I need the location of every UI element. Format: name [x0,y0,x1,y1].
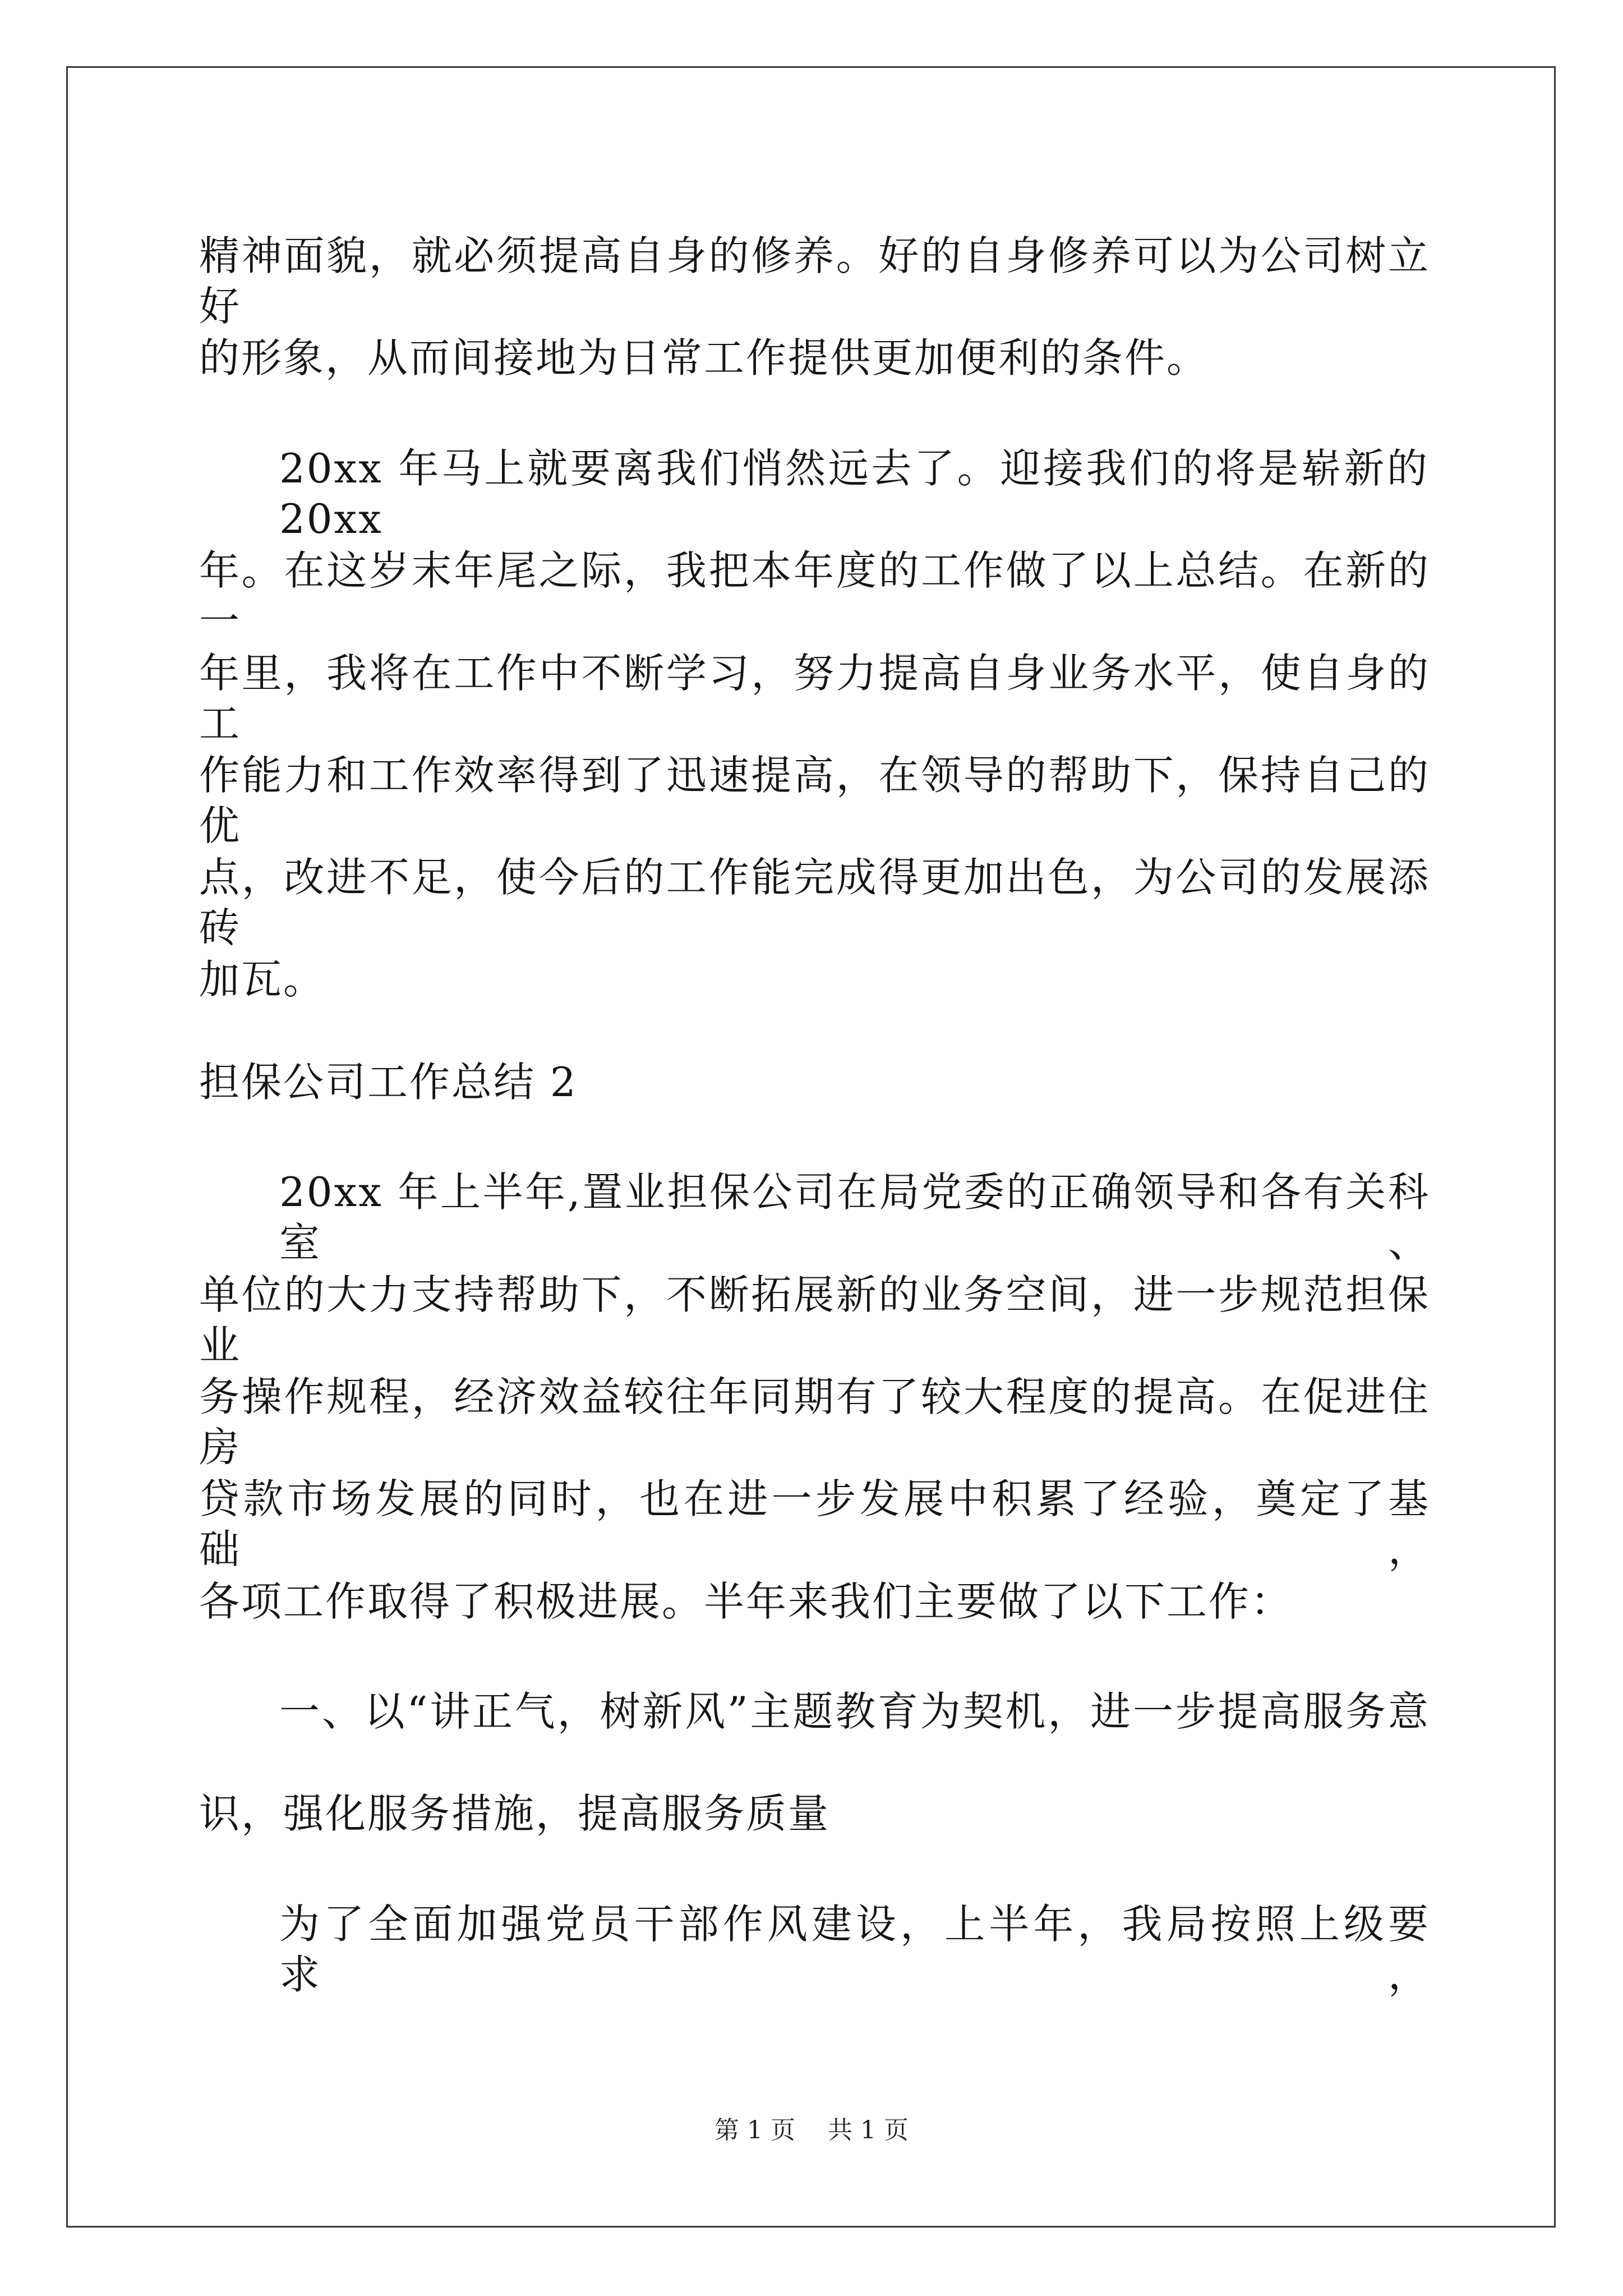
body-text-line: 贷款市场发展的同时，也在进一步发展中积累了经验，奠定了基础， [199,1475,1430,1573]
body-text-line: 年里，我将在工作中不断学习，努力提高自身业务水平，使自身的工 [199,650,1430,747]
page-number-footer: 第 1 页 共 1 页 [714,2116,909,2145]
body-text-line: 年。在这岁末年尾之际，我把本年度的工作做了以上总结。在新的一 [199,547,1430,645]
section-heading: 担保公司工作总结 2 [199,1059,578,1106]
body-text-line: 识，强化服务措施，提高服务质量 [199,1790,831,1837]
body-text-line: 20xx 年上半年,置业担保公司在局党委的正确领导和各有关科室、 [279,1168,1430,1266]
body-text-line: 各项工作取得了积极进展。半年来我们主要做了以下工作： [199,1578,1293,1625]
body-text-line: 为了全面加强党员干部作风建设，上半年，我局按照上级要求， [279,1901,1430,1998]
body-text-line: 一、以“讲正气，树新风”主题教育为契机，进一步提高服务意 [279,1688,1430,1735]
body-text-line: 作能力和工作效率得到了迅速提高，在领导的帮助下，保持自己的优 [199,752,1430,849]
body-text-line: 务操作规程，经济效益较往年同期有了较大程度的提高。在促进住房 [199,1373,1430,1471]
body-text-line: 加瓦。 [199,956,326,1003]
body-text-line: 的形象，从而间接地为日常工作提供更加便利的条件。 [199,334,1209,381]
body-text-line: 单位的大力支持帮助下，不断拓展新的业务空间，进一步规范担保业 [199,1271,1430,1369]
body-text-line: 点，改进不足，使今后的工作能完成得更加出色，为公司的发展添砖 [199,854,1430,951]
body-text-line: 20xx 年马上就要离我们悄然远去了。迎接我们的将是崭新的 20xx [279,445,1429,542]
body-text-line: 精神面貌，就必须提高自身的修养。好的自身修养可以为公司树立好 [199,232,1430,330]
